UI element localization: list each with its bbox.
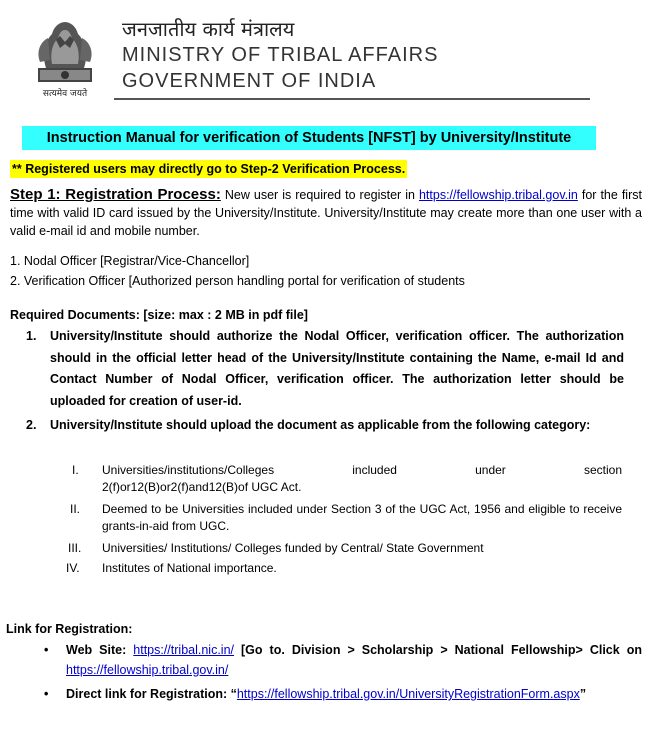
letterhead xyxy=(26,8,590,102)
page-title: Instruction Manual for verification of Students [NFST] by University/Institute xyxy=(22,126,596,150)
category-text: Universities/institutions/Colleges included under section xyxy=(102,463,622,477)
government-title: GOVERNMENT OF INDIA xyxy=(122,70,377,92)
category-number: III. xyxy=(68,541,82,555)
ministry-title: MINISTRY OF TRIBAL AFFAIRS xyxy=(122,44,439,66)
tribal-website-link[interactable]: https://tribal.nic.in/ xyxy=(133,643,235,657)
step1-text-b: for the first time with valid ID card issued by the University/Institute. University/Institute may create more than one user with a valid e-mail id and mobile number. xyxy=(10,188,642,238)
website-path: [Go to. Division > Scholarship > National Fellowship> Click on xyxy=(234,643,642,657)
officer-item-2: 2. Verification Officer [Authorized person handling portal for verification of students xyxy=(10,274,465,288)
step1-heading: Step 1: Registration Process: xyxy=(10,186,221,203)
bullet-icon: • xyxy=(44,643,49,657)
category-number: II. xyxy=(70,502,81,516)
numbered-item-text: University/Institute should upload the document as applicable from the following category: xyxy=(50,418,591,432)
category-item-1 xyxy=(60,462,622,496)
bullet-icon: • xyxy=(44,687,49,701)
category-item-4 xyxy=(60,560,622,577)
university-registration-link[interactable]: https://fellowship.tribal.gov.in/UniversityRegistrationForm.aspx xyxy=(236,687,580,701)
numbered-item-number: 1. xyxy=(26,329,37,343)
hindi-ministry-title: जनजातीय कार्य मंत्रालय xyxy=(122,17,295,41)
fellowship-link[interactable]: https://fellowship.tribal.gov.in xyxy=(418,188,578,202)
direct-link-close: ” xyxy=(579,687,587,701)
category-number: IV. xyxy=(66,561,80,575)
step1-text-a: New user is required to register in xyxy=(220,188,419,202)
category-text: Deemed to be Universities included under Section 3 of the UGC Act, 1956 and eligible to receive grants-in-aid from UGC. xyxy=(102,502,622,533)
numbered-item-number: 2. xyxy=(26,418,37,432)
category-item-3 xyxy=(60,540,622,557)
category-item-2 xyxy=(60,501,622,535)
category-text-line2: 2(f)or12(B)or2(f)and12(B)of UGC Act. xyxy=(102,480,302,494)
numbered-item-text: University/Institute should authorize the Nodal Officer, verification officer. The authorization should in the official letter head of the University/Institute containing the Name, e-mail Id and Contact Number of Nodal Officer, verification officer. The authorization letter should be uploaded for creation of user-id. xyxy=(50,329,624,408)
website-bullet-item xyxy=(44,640,642,680)
link-for-registration-heading: Link for Registration: xyxy=(6,622,133,636)
direct-link-bullet-item xyxy=(44,684,642,704)
category-text: Universities/ Institutions/ Colleges funded by Central/ State Government xyxy=(102,541,484,555)
category-number: I. xyxy=(72,463,79,477)
header-divider xyxy=(114,98,590,100)
required-documents-heading: Required Documents: [size: max : 2 MB in pdf file] xyxy=(10,308,308,322)
category-text: Institutes of National importance. xyxy=(102,561,277,575)
step1-paragraph xyxy=(10,186,642,240)
website-label: Web Site: xyxy=(66,643,134,657)
numbered-item-2 xyxy=(26,415,624,437)
svg-text:सत्यमेव जयते: सत्यमेव जयते xyxy=(42,89,88,99)
national-emblem-icon xyxy=(26,16,104,100)
registered-users-note: ** Registered users may directly go to Step-2 Verification Process. xyxy=(12,162,406,176)
officer-item-1: 1. Nodal Officer [Registrar/Vice-Chancellor] xyxy=(10,254,250,268)
fellowship-target-link[interactable]: https://fellowship.tribal.gov.in/ xyxy=(66,663,229,677)
direct-link-label: Direct link for Registration: “ xyxy=(66,687,237,701)
numbered-item-1 xyxy=(26,326,624,412)
